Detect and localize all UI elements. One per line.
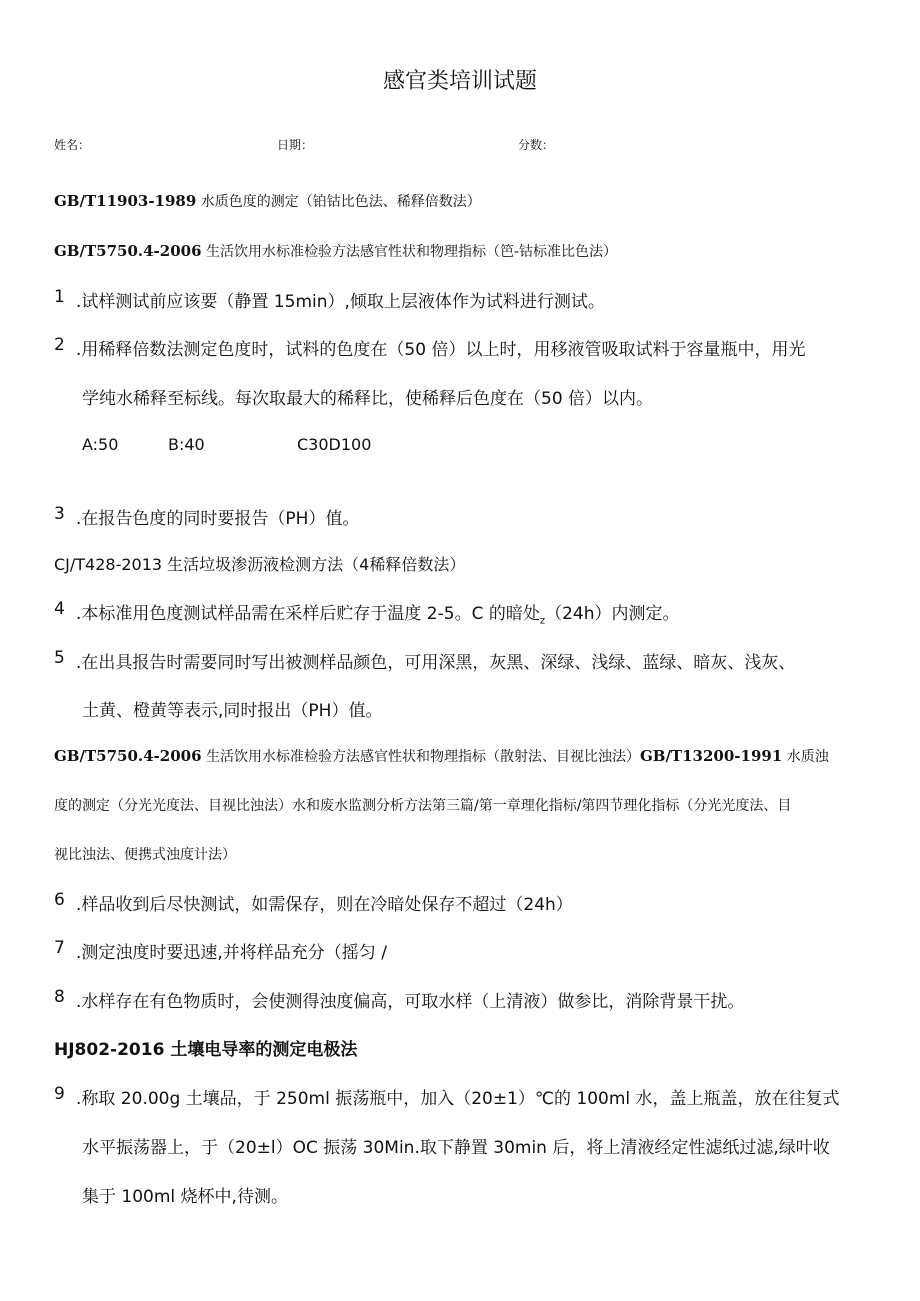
- question-text: .样品收到后尽快测试，如需保存，则在冷暗处保存不超过（24h）: [76, 895, 573, 915]
- question-number: 6: [54, 890, 65, 910]
- option-b: B:40: [168, 435, 205, 454]
- standard-cj428: CJ/T428-2013 生活垃圾渗沥液检测方法（4稀释倍数法）: [54, 555, 466, 574]
- question-text: .称取 20.00g 土壤品，于 250ml 振荡瓶中，加入（20±1）℃的 100ml 水，盖上瓶盖，放在往复式: [76, 1089, 840, 1109]
- question-text: .试样测试前应该要（静置 15min）,倾取上层液体作为试料进行测试。: [76, 292, 605, 312]
- standard-code: GB/T5750.4-2006: [54, 747, 202, 765]
- score-label: 分数：: [518, 138, 555, 152]
- question-text: .在出具报告时需要同时写出被测样品颜色，可用深黑，灰黑、深绿、浅绿、蓝绿、暗灰、浅灰、: [76, 653, 796, 673]
- standard-text: 水质色度的测定（铂钴比色法、稀释倍数法）: [196, 194, 481, 210]
- question-number: 7: [54, 938, 65, 958]
- standard-text-2: 水质浊: [782, 749, 829, 765]
- question-number: 8: [54, 987, 65, 1007]
- question-text: .测定浊度时要迅速,并将样品充分（摇匀 /: [76, 943, 387, 963]
- question-text: .在报告色度的同时要报告（PH）值。: [76, 509, 360, 529]
- standard-turbidity: [54, 746, 829, 766]
- question-text: .水样存在有色物质时，会使测得浊度偏高，可取水样（上清液）做参比，消除背景干扰。: [76, 992, 745, 1012]
- name-label: 姓名：: [54, 138, 91, 152]
- question-9-continuation-1: 水平振荡器上，于（20±l）OC 振荡 30Min.取下静置 30min 后，将上清液经定性滤纸过滤,绿叶收: [82, 1138, 830, 1158]
- question-text: .用稀释倍数法测定色度时，试料的色度在（50 倍）以上时，用移液管吸取试料于容量瓶中，用光: [76, 340, 806, 360]
- date-label: 日期：: [277, 138, 314, 152]
- question-text-group: [76, 599, 680, 626]
- standard-code: GB/T5750.4-2006: [54, 242, 202, 260]
- question-text: .本标准用色度测试样品需在采样后贮存于温度 2-5。C 的暗处: [76, 604, 540, 624]
- standard-gb5750-color: [54, 241, 617, 261]
- question-1: [0, 287, 920, 311]
- question-number: 9: [54, 1084, 65, 1104]
- subscript-mark: z: [539, 615, 546, 627]
- standard-gb11903: [54, 191, 481, 211]
- question-6: [0, 890, 920, 914]
- question-3: [0, 504, 920, 528]
- question-2-continuation: 学纯水稀释至标线。每次取最大的稀释比，使稀释后色度在（50 倍）以内。: [82, 389, 654, 409]
- standard-turbidity-line2: 度的测定（分光光度法、目视比浊法）水和废水监测分析方法第三篇/第一章理化指标/第四节理化指标（分光光度法、目: [54, 798, 792, 814]
- standard-code: GB/T11903-1989: [54, 192, 197, 210]
- question-number: 4: [54, 599, 65, 619]
- standard-text: 生活饮用水标准检验方法感官性状和物理指标（笆-钴标准比色法）: [201, 244, 618, 260]
- question-4: [0, 599, 920, 627]
- question-number: 1: [54, 287, 65, 307]
- question-text-tail: （24h）内测定。: [545, 604, 680, 624]
- question-number: 2: [54, 335, 65, 355]
- page-title: 感官类培训试题: [382, 69, 537, 94]
- question-number: 3: [54, 504, 65, 524]
- standard-turbidity-line3: 视比浊法、便携式浊度计法）: [54, 847, 236, 863]
- question-7: [0, 938, 920, 962]
- question-5-continuation: 土黄、橙黄等表示,同时报出（PH）值。: [82, 701, 383, 721]
- option-cd: C30D100: [297, 435, 372, 454]
- question-8: [0, 987, 920, 1011]
- standard-text: 生活饮用水标准检验方法感官性状和物理指标（散射法、目视比浊法）: [201, 749, 640, 765]
- standard-code-2: GB/T13200-1991: [639, 747, 783, 765]
- section-heading-hj802: HJ802-2016 土壤电导率的测定电极法: [54, 1040, 358, 1060]
- question-2: [0, 335, 920, 359]
- question-number: 5: [54, 648, 65, 668]
- option-a: A:50: [82, 435, 119, 454]
- question-5: [0, 648, 920, 672]
- question-9-continuation-2: 集于 100ml 烧杯中,待测。: [82, 1187, 288, 1207]
- question-9: [0, 1084, 920, 1108]
